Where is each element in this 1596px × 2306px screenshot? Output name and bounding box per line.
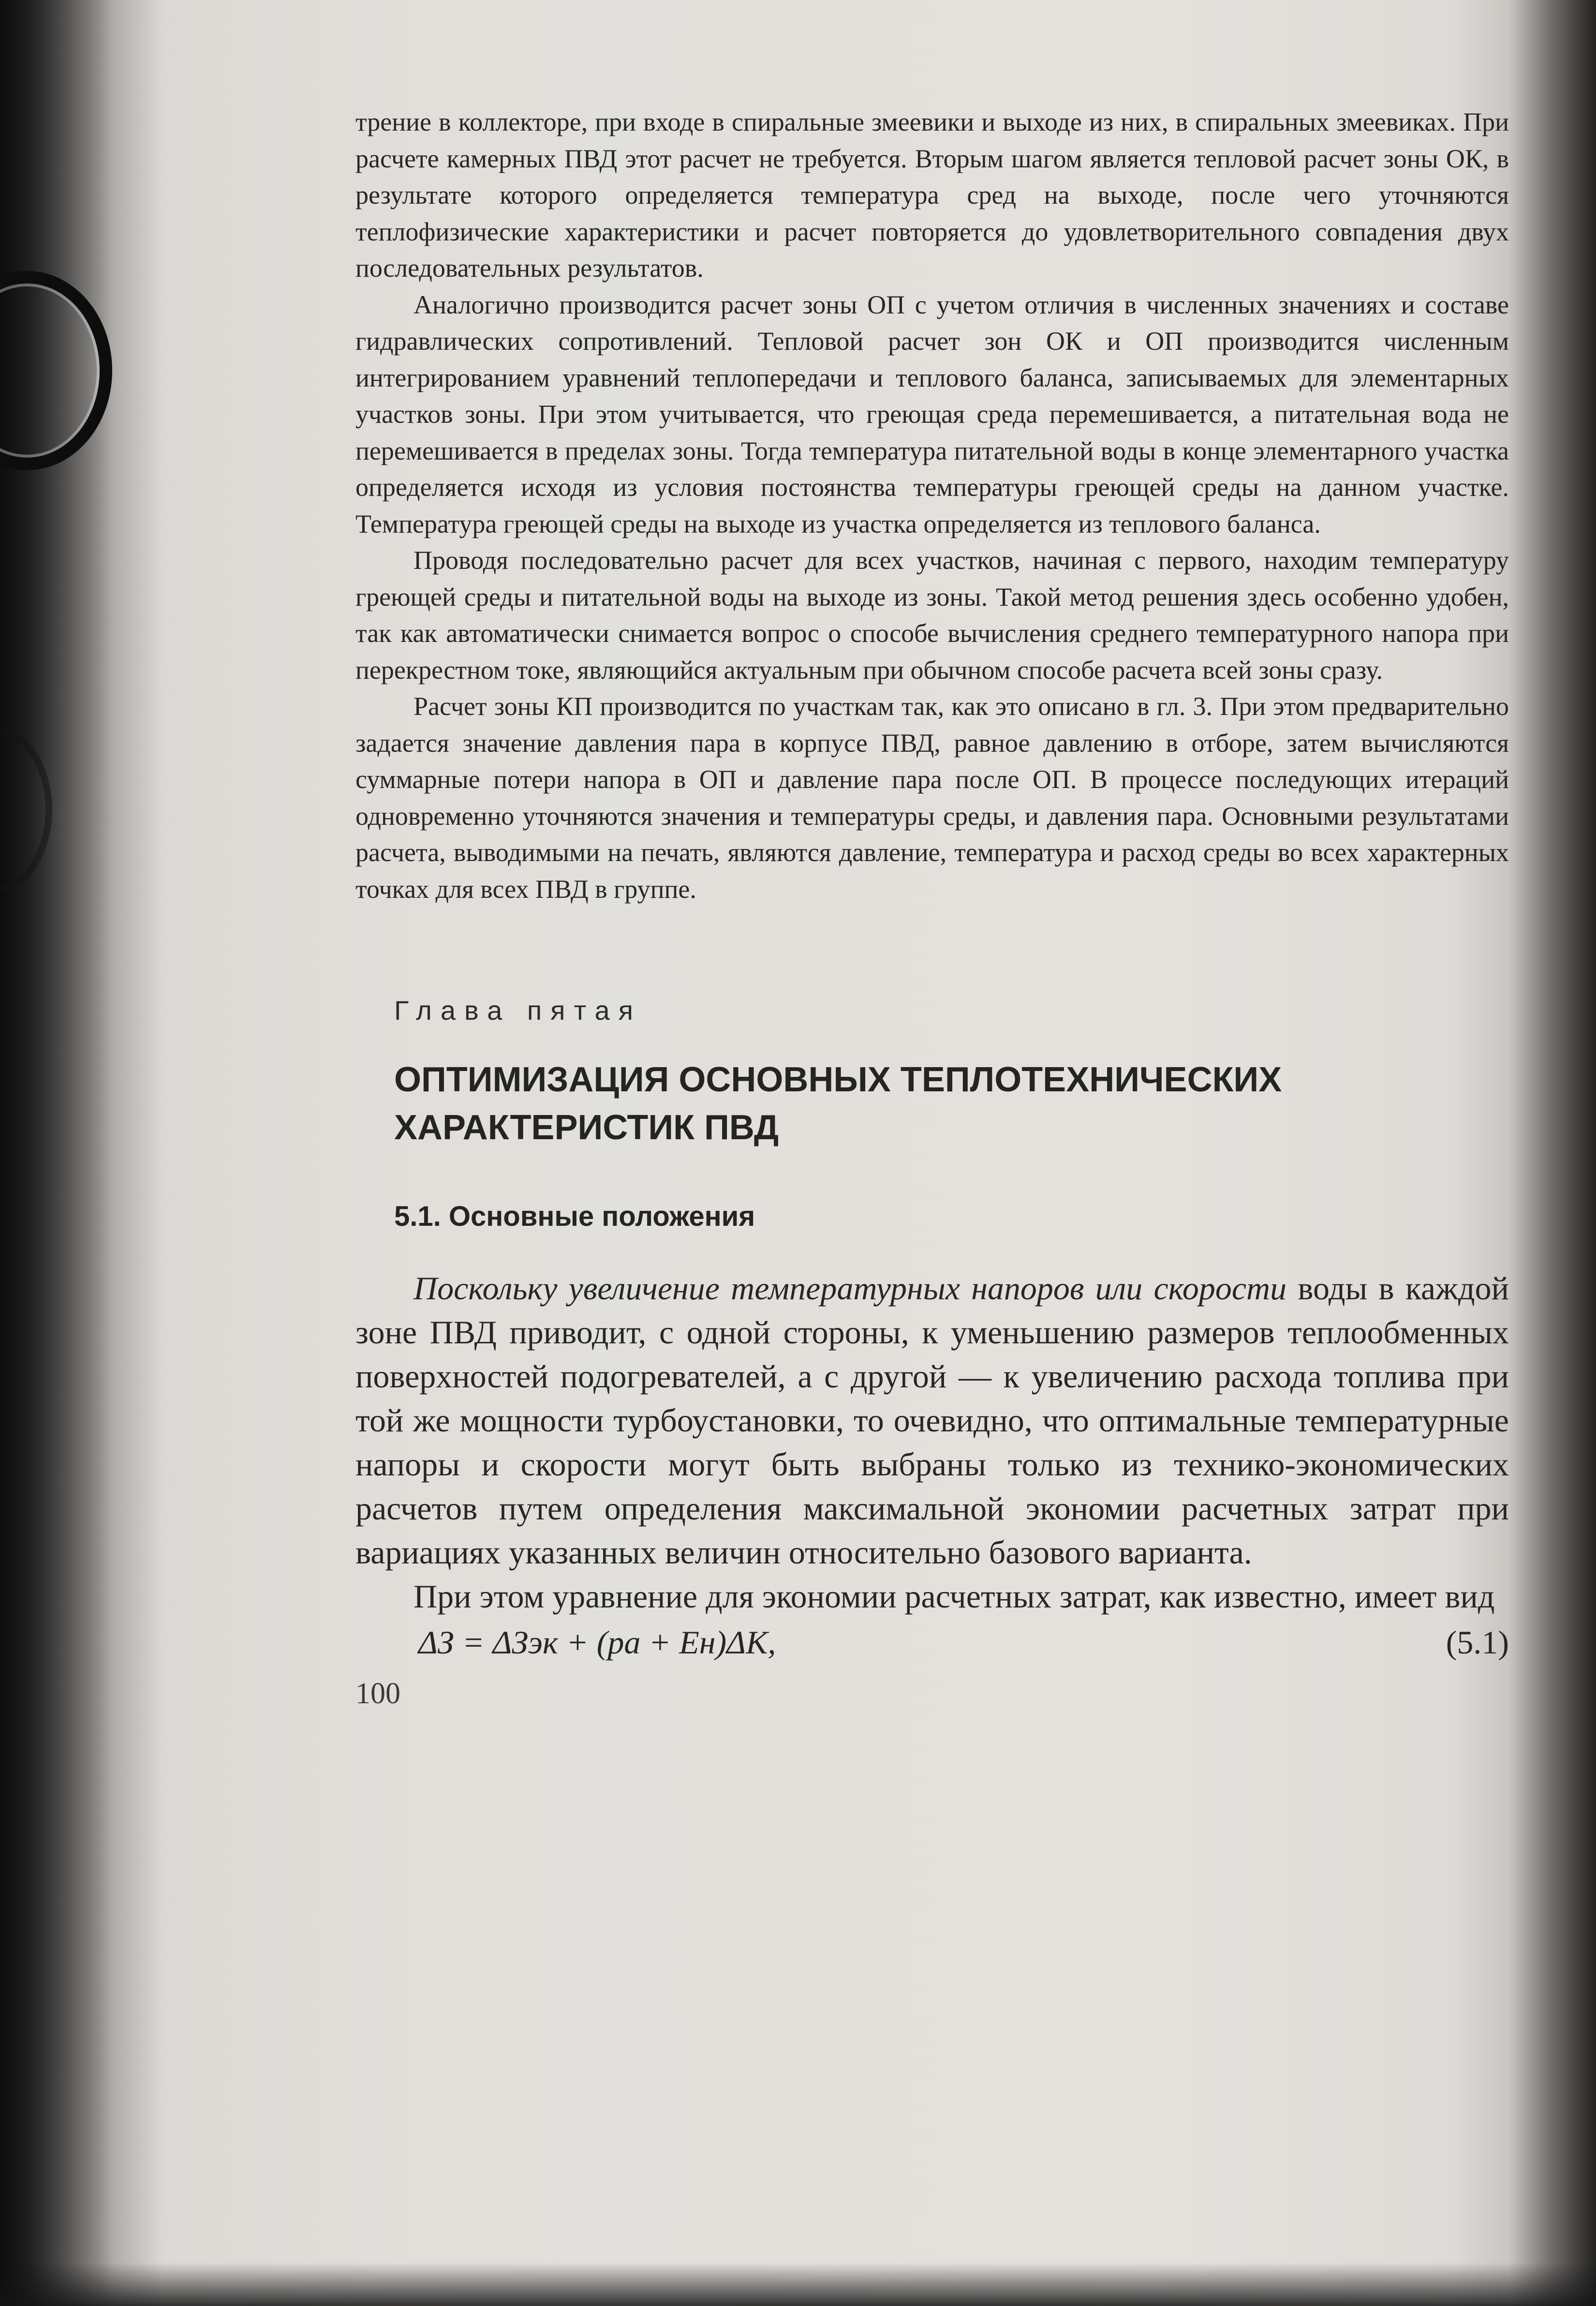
paragraph: При этом уравнение для экономии расчетных затрат, как известно, имеет вид (414, 1578, 1495, 1615)
paragraph-rest: воды в каждой зоне ПВД приводит, с одной стороны, к уменьшению размеров теплообменных поверхностей подогревателей, а с другой — к увеличению расхода топлива при той же мощности турбоустановки, то очевидно, что оптимальные температурные напоры и скорости могут быть выбраны только из технико-экономических расчетов путем определения максимальной экономии расчетных затрат при вариациях указанных величин относительно базового варианта. (355, 1270, 1509, 1571)
paragraph: Аналогично производится расчет зоны ОП с учетом отличия в численных значениях и составе гидравлических сопротивлений. Тепловой расчет зон ОК и ОП производится численным интегрированием уравнений теплопередачи и теплового баланса, записываемых для элементарных участков зоны. При этом учитывается, что греющая среда перемешивается, а питательная вода не перемешивается в пределах зоны. Тогда температура питательной воды в конце элементарного участка определяется исходя из условия постоянства температуры греющей среды на данном участке. Температура греющей среды на выходе из участка определяется из теплового баланса. (355, 290, 1509, 538)
formula-row (355, 1623, 1509, 1677)
chapter-label: Глава пятая (394, 995, 642, 1026)
body-text (355, 104, 1509, 908)
chapter-title-line: ХАРАКТЕРИСТИК ПВД (394, 1108, 779, 1147)
bottom-shadow (0, 2262, 1596, 2306)
section-title: 5.1. Основные положения (394, 1201, 755, 1232)
formula: ΔЗ = ΔЗэк + (pа + Eн)ΔK, (418, 1624, 776, 1661)
paragraph (355, 1266, 1509, 1575)
page-number: 100 (355, 1677, 400, 1710)
chapter-title-line: ОПТИМИЗАЦИЯ ОСНОВНЫХ ТЕПЛОТЕХНИЧЕСКИХ (394, 1060, 1282, 1099)
paragraph: Расчет зоны КП производится по участкам так, как это описано в гл. 3. При этом предварительно задается значение давления пара в корпусе ПВД, равное давлению в отборе, затем вычисляются суммарные потери напора в ОП и давление пара после ОП. В процессе последующих итераций одновременно уточняются значения и температуры среды, и давления пара. Основными результатами расчета, выводимыми на печать, являются давление, температура и расход среды во всех характерных точках для всех ПВД в группе. (355, 692, 1509, 904)
section-text (355, 1266, 1509, 1619)
page-content (355, 104, 1509, 1711)
paragraph: трение в коллекторе, при входе в спиральные змеевики и выходе из них, в спиральных змеевиках. При расчете камерных ПВД этот расчет не требуется. Вторым шагом является тепловой расчет зоны ОК, в результате которого определяется температура сред на выходе, после чего уточняются теплофизические характеристики и расчет повторяется до удовлетворительного совпадения двух последовательных результатов. (355, 107, 1509, 283)
paragraph: Проводя последовательно расчет для всех участков, начиная с первого, находим температуру греющей среды и питательной воды на выходе из зоны. Такой метод решения здесь особенно удобен, так как автоматически снимается вопрос о способе вычисления среднего температурного напора при перекрестном токе, являющийся актуальным при обычном способе расчета всей зоны сразу. (355, 546, 1509, 684)
formula-number: (5.1) (1446, 1624, 1509, 1661)
italic-lead: Поскольку увеличение температурных напоров или скорости (414, 1270, 1287, 1307)
chapter-title (394, 1056, 1509, 1152)
